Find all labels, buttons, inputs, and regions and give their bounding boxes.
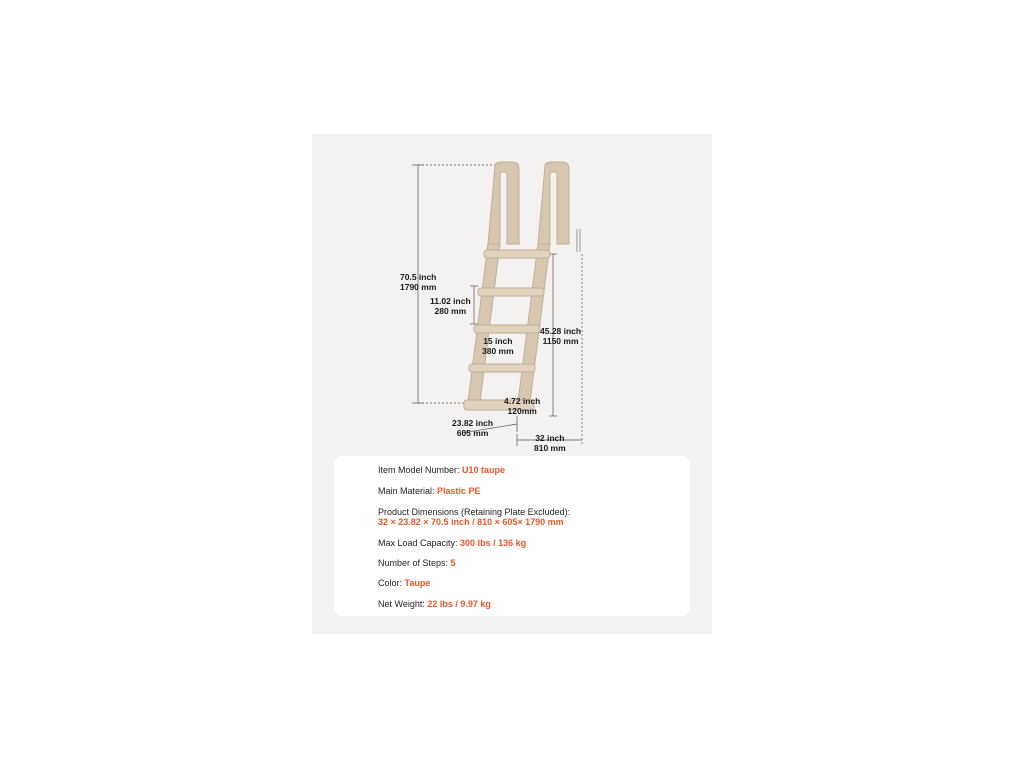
height-mm: 1790 mm bbox=[400, 282, 437, 292]
spec-load bbox=[378, 538, 526, 548]
spec-load-value: 300 lbs / 136 kg bbox=[460, 538, 527, 548]
spec-dimensions-label: Product Dimensions (Retaining Plate Excluded): bbox=[378, 507, 571, 517]
spec-color bbox=[378, 578, 430, 588]
ladder bbox=[464, 162, 580, 410]
step-width-label bbox=[482, 336, 514, 356]
step-width-inch: 15 inch bbox=[483, 336, 513, 346]
step-spacing-mm: 280 mm bbox=[434, 306, 467, 316]
base-depth-inch: 4.72 inch bbox=[504, 396, 541, 406]
spec-model-value: U10 taupe bbox=[462, 465, 506, 475]
height-dimension-label bbox=[400, 272, 436, 292]
spec-weight bbox=[378, 599, 491, 609]
step-spacing-label bbox=[430, 296, 471, 316]
overall-depth-mm: 810 mm bbox=[534, 443, 566, 453]
base-depth-label bbox=[504, 396, 540, 416]
spec-color-label: Color: bbox=[378, 578, 405, 588]
spec-model bbox=[378, 465, 505, 475]
spec-weight-value: 22 lbs / 9.97 kg bbox=[427, 599, 491, 609]
base-width-label bbox=[452, 418, 493, 438]
spec-material-label: Main Material: bbox=[378, 486, 438, 496]
handrail-height-mm: 1150 mm bbox=[542, 336, 579, 346]
spec-weight-label: Net Weight: bbox=[378, 599, 428, 609]
spec-steps bbox=[378, 558, 456, 568]
height-inch: 70.5 inch bbox=[400, 272, 437, 282]
spec-dimensions-value: 32 × 23.82 × 70.5 inch / 810 × 605× 1790 mm bbox=[378, 517, 564, 527]
spec-dimensions bbox=[378, 507, 570, 527]
specs-panel bbox=[334, 456, 690, 616]
base-depth-mm: 120mm bbox=[507, 406, 537, 416]
base-width-inch: 23.82 inch bbox=[452, 418, 494, 428]
base-width-mm: 605 mm bbox=[456, 428, 489, 438]
spec-load-label: Max Load Capacity: bbox=[378, 538, 461, 548]
handrail-height-inch: 45.28 inch bbox=[540, 326, 582, 336]
spec-steps-value: 5 bbox=[450, 558, 456, 568]
step-width-mm: 380 mm bbox=[482, 346, 514, 356]
overall-depth-label bbox=[534, 433, 566, 453]
handrail-height-label bbox=[540, 326, 581, 346]
spec-model-label: Item Model Number: bbox=[378, 465, 463, 475]
overall-depth-inch: 32 inch bbox=[535, 433, 565, 443]
spec-steps-label: Number of Steps: bbox=[378, 558, 451, 568]
step-spacing-inch: 11.02 inch bbox=[430, 296, 471, 306]
spec-material bbox=[378, 486, 481, 496]
spec-color-value: Taupe bbox=[404, 578, 431, 588]
spec-material-value: Plastic PE bbox=[437, 486, 481, 496]
product-card bbox=[312, 134, 712, 634]
